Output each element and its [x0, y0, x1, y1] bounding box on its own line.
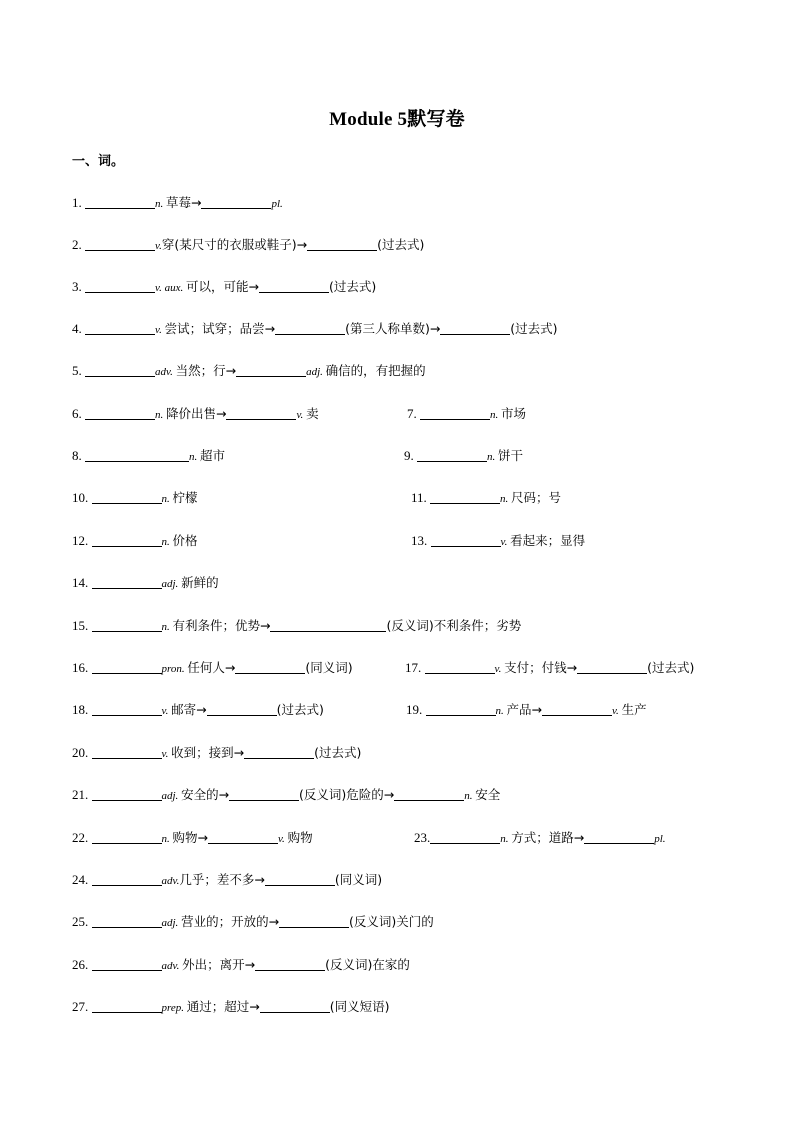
item-text: 购物→	[172, 830, 208, 845]
part-of-speech: n.	[500, 833, 512, 845]
item-text: 可以，可能→	[185, 279, 259, 294]
item-text: (过去式)	[314, 745, 362, 760]
item-number: 18.	[72, 702, 92, 717]
item-text: 营业的；开放的→	[181, 914, 280, 929]
vocab-item	[72, 913, 434, 932]
answer-blank[interactable]	[431, 534, 501, 547]
part-of-speech: n.	[161, 493, 173, 505]
part-of-speech: n.	[500, 493, 512, 505]
part-of-speech: n.	[161, 833, 173, 845]
item-text: (过去式)	[276, 702, 324, 717]
answer-blank[interactable]	[92, 788, 162, 801]
item-text: 草莓→	[166, 195, 202, 210]
answer-blank[interactable]	[236, 364, 306, 377]
part-of-speech: v.	[161, 748, 172, 760]
part-of-speech: pl.	[271, 198, 283, 210]
item-text: 柠檬	[172, 490, 198, 505]
item-text: (反义词)关门的	[349, 914, 434, 929]
vocab-item	[72, 405, 319, 424]
item-number: 3.	[72, 279, 85, 294]
answer-blank[interactable]	[92, 491, 162, 504]
part-of-speech: pl.	[654, 833, 666, 845]
item-text: 尺码；号	[511, 490, 562, 505]
vocab-item	[72, 447, 225, 466]
answer-blank[interactable]	[440, 322, 510, 335]
item-text: 看起来；显得	[510, 533, 586, 548]
item-text: (第三人称单数)→	[345, 321, 441, 336]
item-text: 支付；付钱→	[504, 660, 578, 675]
part-of-speech: v.	[155, 240, 162, 252]
answer-blank[interactable]	[207, 703, 277, 716]
part-of-speech: adj.	[306, 366, 326, 378]
item-number: 27.	[72, 999, 92, 1014]
item-text: (过去式)	[377, 237, 425, 252]
item-text: 降价出售→	[166, 406, 227, 421]
answer-blank[interactable]	[85, 280, 155, 293]
answer-blank[interactable]	[92, 831, 162, 844]
answer-blank[interactable]	[92, 873, 162, 886]
part-of-speech: n.	[155, 198, 166, 210]
item-number: 12.	[72, 533, 92, 548]
part-of-speech: adj.	[161, 790, 182, 802]
item-number: 1.	[72, 195, 85, 210]
item-text: 安全	[475, 787, 501, 802]
item-number: 16.	[72, 660, 92, 675]
vocab-item	[72, 489, 198, 508]
vocab-item	[72, 532, 198, 551]
item-number: 7.	[407, 406, 420, 421]
item-text: 市场	[501, 406, 527, 421]
item-text: 价格	[172, 533, 198, 548]
vocab-item	[406, 701, 647, 720]
item-number: 11.	[411, 490, 431, 505]
item-text: 购物	[287, 830, 313, 845]
part-of-speech: n.	[189, 451, 200, 463]
item-text: 确信的，有把握的	[325, 363, 426, 378]
answer-blank[interactable]	[92, 619, 162, 632]
answer-blank[interactable]	[92, 958, 162, 971]
part-of-speech: pron.	[161, 663, 188, 675]
answer-blank[interactable]	[279, 915, 349, 928]
vocab-item	[72, 574, 219, 593]
answer-blank[interactable]	[85, 364, 155, 377]
item-text: (反义词)在家的	[325, 957, 410, 972]
part-of-speech: v. aux.	[155, 282, 186, 294]
item-text: 收到；接到→	[171, 745, 245, 760]
section-heading: 一、词。	[72, 154, 125, 169]
part-of-speech: n.	[161, 536, 173, 548]
vocab-item	[72, 617, 521, 636]
answer-blank[interactable]	[235, 661, 305, 674]
item-text: 产品→	[506, 702, 542, 717]
vocab-item	[405, 659, 694, 678]
answer-blank[interactable]	[430, 831, 500, 844]
vocab-item	[72, 701, 324, 720]
item-text: (反义词)不利条件；劣势	[386, 618, 522, 633]
item-number: 6.	[72, 406, 85, 421]
part-of-speech: v.	[161, 705, 172, 717]
answer-blank[interactable]	[307, 238, 377, 251]
vocab-item	[72, 659, 353, 678]
item-text: 生产	[621, 702, 647, 717]
vocab-item	[411, 489, 561, 508]
part-of-speech: v.	[500, 536, 511, 548]
part-of-speech: adv.	[161, 960, 183, 972]
item-number: 22.	[72, 830, 92, 845]
item-text: 穿(某尺寸的衣服或鞋子)→	[161, 237, 308, 252]
answer-blank[interactable]	[259, 280, 329, 293]
item-text: 新鲜的	[181, 575, 219, 590]
part-of-speech: n.	[155, 409, 166, 421]
item-text: 超市	[200, 448, 226, 463]
item-text: (反义词)危险的→	[299, 787, 395, 802]
answer-blank[interactable]	[430, 491, 500, 504]
part-of-speech: adj.	[161, 917, 182, 929]
vocab-item	[414, 829, 666, 848]
item-number: 17.	[405, 660, 425, 675]
answer-blank[interactable]	[92, 746, 162, 759]
item-number: 21.	[72, 787, 92, 802]
item-text: (同义词)	[305, 660, 353, 675]
item-text: 有利条件；优势→	[172, 618, 271, 633]
item-text: 饼干	[498, 448, 524, 463]
item-number: 15.	[72, 618, 92, 633]
item-text: (同义短语)	[329, 999, 390, 1014]
answer-blank[interactable]	[420, 407, 490, 420]
part-of-speech: adv.	[161, 875, 180, 887]
part-of-speech: v.	[494, 663, 505, 675]
answer-blank[interactable]	[244, 746, 314, 759]
item-text: 方式；道路→	[511, 830, 585, 845]
answer-blank[interactable]	[275, 322, 345, 335]
item-text: (过去式)	[647, 660, 695, 675]
vocab-item	[72, 236, 424, 255]
vocab-item	[72, 278, 376, 297]
item-text: 当然；行→	[175, 363, 237, 378]
item-text: (过去式)	[510, 321, 558, 336]
item-text: 卖	[306, 406, 319, 421]
item-number: 20.	[72, 745, 92, 760]
vocab-item	[72, 829, 313, 848]
answer-blank[interactable]	[229, 788, 299, 801]
item-number: 26.	[72, 957, 92, 972]
vocab-item	[72, 786, 500, 805]
answer-blank[interactable]	[92, 534, 162, 547]
answer-blank[interactable]	[542, 703, 612, 716]
part-of-speech: adv.	[155, 366, 176, 378]
part-of-speech: n.	[464, 790, 476, 802]
item-text: (过去式)	[328, 279, 377, 294]
item-number: 24.	[72, 872, 92, 887]
answer-blank[interactable]	[577, 661, 647, 674]
item-text: 邮寄→	[171, 702, 207, 717]
answer-blank[interactable]	[92, 661, 162, 674]
item-text: 尝试；试穿；品尝→	[164, 321, 276, 336]
answer-blank[interactable]	[85, 322, 155, 335]
answer-blank[interactable]	[426, 703, 496, 716]
item-text: (同义词)	[334, 872, 383, 887]
answer-blank[interactable]	[85, 449, 189, 462]
part-of-speech: v.	[155, 324, 165, 336]
answer-blank[interactable]	[425, 661, 495, 674]
vocab-item	[72, 744, 361, 763]
answer-blank[interactable]	[260, 1000, 330, 1013]
part-of-speech: v.	[611, 705, 622, 717]
answer-blank[interactable]	[85, 238, 155, 251]
answer-blank[interactable]	[417, 449, 487, 462]
vocab-item	[407, 405, 526, 424]
item-number: 8.	[72, 448, 85, 463]
item-text: 安全的→	[181, 787, 230, 802]
vocab-item	[72, 320, 558, 339]
item-number: 5.	[72, 363, 85, 378]
item-text: 通过；超过→	[186, 999, 260, 1014]
part-of-speech: n.	[490, 409, 501, 421]
vocab-item	[72, 998, 390, 1017]
vocab-item	[72, 871, 382, 890]
part-of-speech: v.	[296, 409, 307, 421]
vocab-item	[72, 362, 426, 381]
item-number: 14.	[72, 575, 92, 590]
part-of-speech: v.	[277, 833, 288, 845]
answer-blank[interactable]	[208, 831, 278, 844]
item-number: 23.	[414, 830, 431, 845]
part-of-speech: prep.	[161, 1002, 187, 1014]
answer-blank[interactable]	[270, 619, 386, 632]
item-number: 4.	[72, 321, 85, 336]
part-of-speech: adj.	[161, 578, 182, 590]
item-number: 19.	[406, 702, 426, 717]
item-text: 外出；离开→	[182, 957, 256, 972]
part-of-speech: n.	[487, 451, 498, 463]
vocab-item	[72, 956, 410, 975]
answer-blank[interactable]	[92, 1000, 162, 1013]
answer-blank[interactable]	[255, 958, 325, 971]
answer-blank[interactable]	[201, 196, 271, 209]
item-number: 25.	[72, 914, 92, 929]
vocab-item	[404, 447, 523, 466]
item-text: 几乎；差不多→	[179, 872, 265, 887]
item-number: 13.	[411, 533, 431, 548]
answer-blank[interactable]	[85, 407, 155, 420]
answer-blank[interactable]	[85, 196, 155, 209]
answer-blank[interactable]	[226, 407, 296, 420]
item-number: 10.	[72, 490, 92, 505]
item-number: 9.	[404, 448, 417, 463]
item-number: 2.	[72, 237, 85, 252]
answer-blank[interactable]	[92, 915, 162, 928]
vocab-item	[72, 194, 283, 213]
answer-blank[interactable]	[394, 788, 464, 801]
part-of-speech: n.	[161, 621, 173, 633]
vocab-item	[411, 532, 585, 551]
answer-blank[interactable]	[92, 576, 162, 589]
part-of-speech: n.	[495, 705, 507, 717]
answer-blank[interactable]	[265, 873, 335, 886]
page-title: Module 5默写卷	[329, 109, 465, 130]
answer-blank[interactable]	[92, 703, 162, 716]
item-text: 任何人→	[187, 660, 236, 675]
answer-blank[interactable]	[584, 831, 654, 844]
